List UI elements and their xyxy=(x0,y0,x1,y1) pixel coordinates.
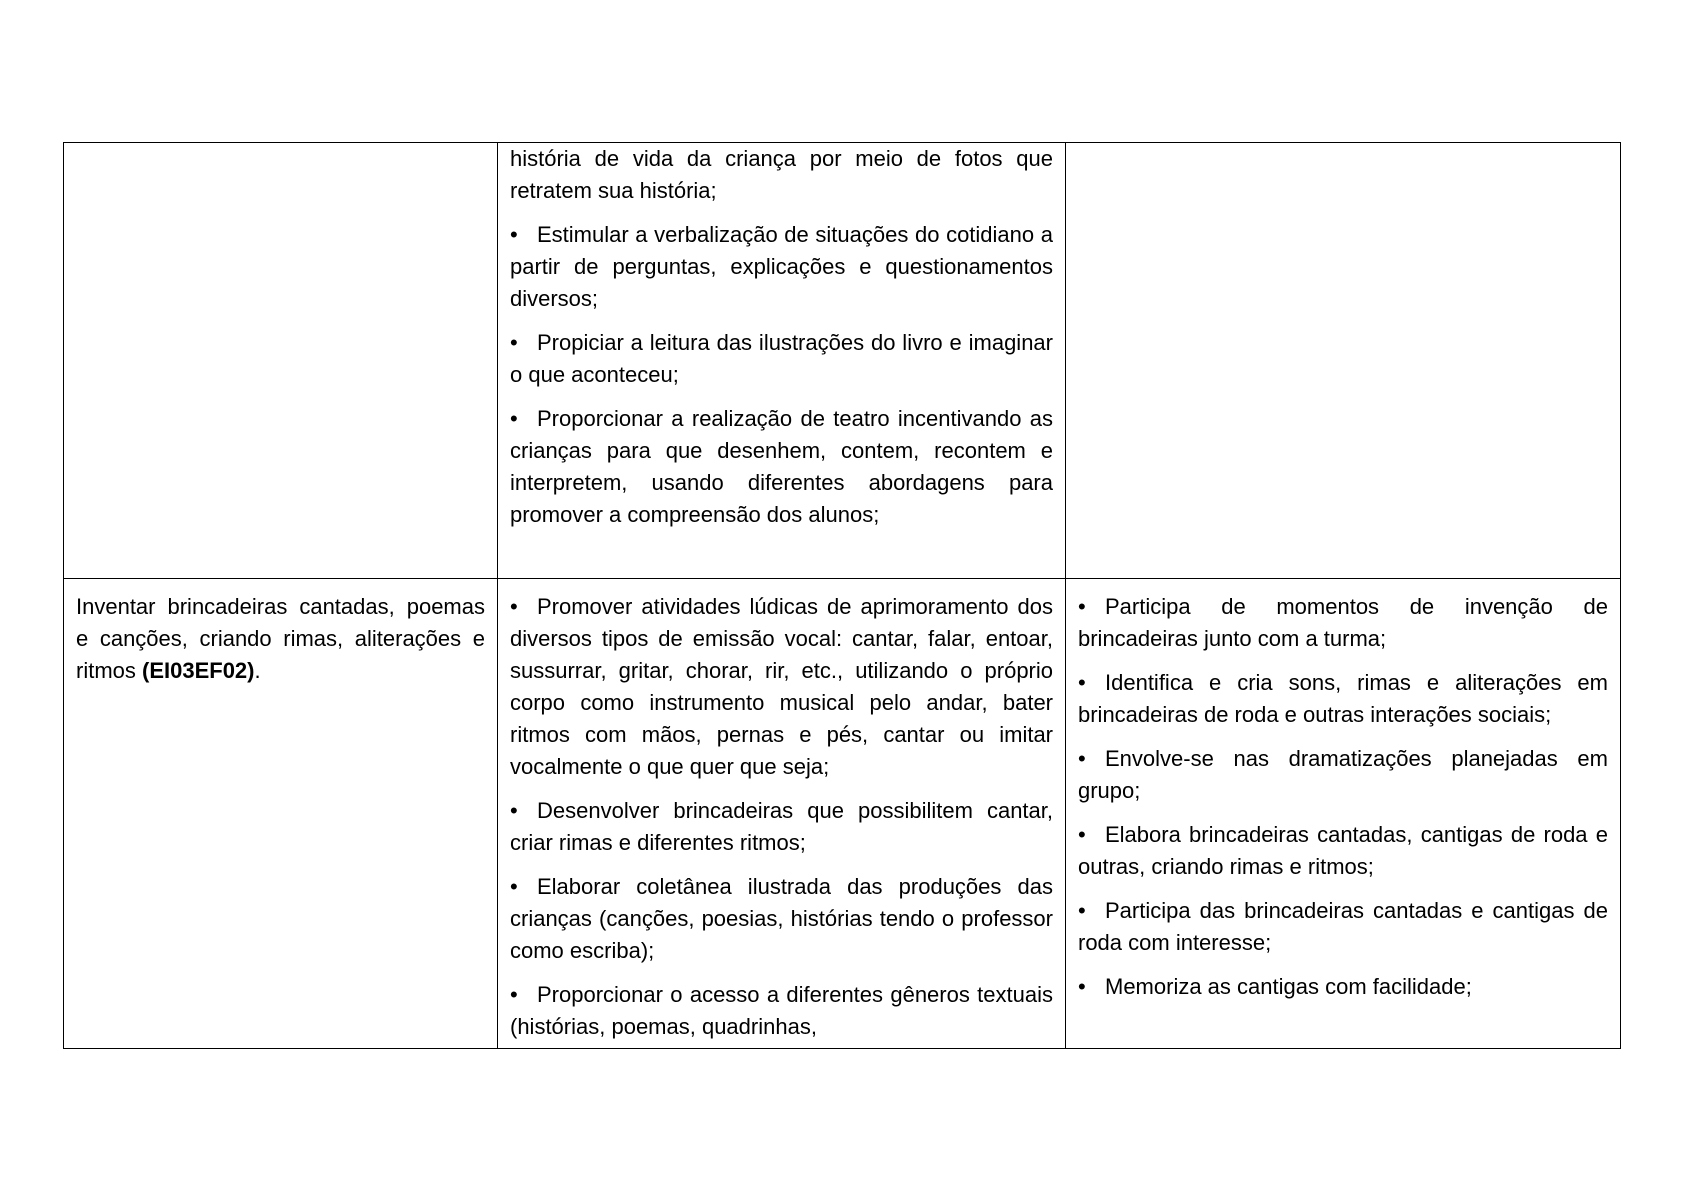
list-item: • Participa de momentos de invenção de brincadeiras junto com a turma; xyxy=(1078,591,1608,655)
objective-cell-empty xyxy=(64,143,498,579)
list-item: • Elaborar coletânea ilustrada das produções das crianças (canções, poesias, histórias tendo o professor como escriba); xyxy=(510,871,1053,967)
objective-cell xyxy=(64,579,498,1049)
bullet-icon: • xyxy=(510,982,518,1008)
bullet-icon: • xyxy=(1078,822,1086,848)
bullet-icon: • xyxy=(510,330,518,355)
list-item: história de vida da criança por meio de fotos que retratem sua história; xyxy=(510,146,1053,203)
list-item: • Propiciar a leitura das ilustrações do livro e imaginar o que aconteceu; xyxy=(510,327,1053,391)
curriculum-table xyxy=(63,142,1621,1049)
bullet-icon: • xyxy=(510,406,518,431)
objective-text: Inventar brincadeiras cantadas, poemas e canções, criando rimas, aliterações e ritmos (EI03EF02). xyxy=(76,594,485,684)
bullet-icon: • xyxy=(1078,670,1086,696)
table-row xyxy=(64,143,1621,579)
evaluation-cell xyxy=(1066,579,1621,1049)
list-item: • Estimular a verbalização de situações do cotidiano a partir de perguntas, explicações e questionamentos diversos; xyxy=(510,219,1053,315)
list-item: • Desenvolver brincadeiras que possibilitem cantar, criar rimas e diferentes ritmos; xyxy=(510,795,1053,859)
bullet-icon: • xyxy=(510,874,518,900)
bullet-icon: • xyxy=(1078,974,1086,1000)
bullet-icon: • xyxy=(510,594,518,620)
list-item: • Identifica e cria sons, rimas e aliterações em brincadeiras de roda e outras interações sociais; xyxy=(1078,667,1608,731)
list-item: • Proporcionar o acesso a diferentes gêneros textuais (histórias, poemas, quadrinhas, xyxy=(510,979,1053,1043)
objective-code: (EI03EF02) xyxy=(142,658,255,684)
list-item: • Elabora brincadeiras cantadas, cantigas de roda e outras, criando rimas e ritmos; xyxy=(1078,819,1608,883)
bullet-icon: • xyxy=(510,798,518,824)
strategies-cell xyxy=(498,143,1066,579)
list-item: • Participa das brincadeiras cantadas e cantigas de roda com interesse; xyxy=(1078,895,1608,959)
list-item: • Proporcionar a realização de teatro incentivando as crianças para que desenhem, contem, recontem e interpretem, usando diferentes abordagens para promover a compreensão dos alunos; xyxy=(510,403,1053,531)
list-item: • Memoriza as cantigas com facilidade; xyxy=(1078,971,1608,1003)
evaluation-cell-empty xyxy=(1066,143,1621,579)
table-row xyxy=(64,579,1621,1049)
bullet-icon: • xyxy=(1078,898,1086,924)
bullet-icon: • xyxy=(510,222,518,247)
bullet-icon: • xyxy=(1078,594,1086,620)
strategies-cell xyxy=(498,579,1066,1049)
list-item: • Promover atividades lúdicas de aprimoramento dos diversos tipos de emissão vocal: cantar, falar, entoar, sussurrar, gritar, chorar, rir, etc., utilizando o próprio corpo como instrumento musical pelo andar, bater ritmos com mãos, pernas e pés, cantar ou imitar vocalmente o que quer que seja; xyxy=(510,591,1053,783)
list-item: • Envolve-se nas dramatizações planejadas em grupo; xyxy=(1078,743,1608,807)
bullet-icon: • xyxy=(1078,746,1086,772)
